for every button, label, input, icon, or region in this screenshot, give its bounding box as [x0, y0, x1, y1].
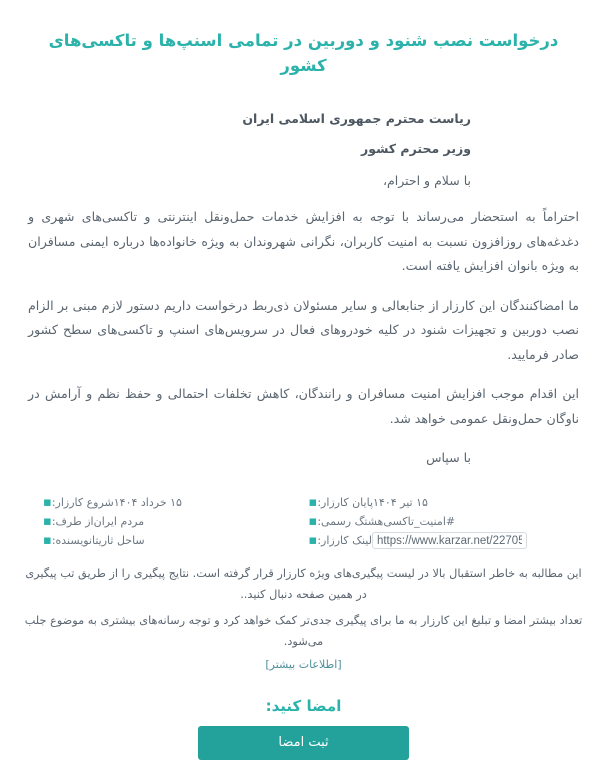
- meta-value-end-date: ۱۵ تیر ۱۴۰۴: [373, 496, 428, 510]
- bullet-icon: ▪: [308, 514, 318, 530]
- meta-row-from: [38, 512, 304, 531]
- salutation-line: با سلام و احترام،: [382, 172, 471, 188]
- note-followup: این مطالبه به خاطر استقبال بالا در لیست پیگیری‌های ویژه کارزار قرار گرفته است. نتایج پیگیری را از طریق تب پیگیری در همین صفحه دنبال کنید..: [25, 567, 582, 601]
- meta-row-end-date: [304, 493, 578, 512]
- meta-value-start-date: ۱۵ خرداد ۱۴۰۴: [113, 496, 182, 510]
- meta-value-hashtag: #امنیت_تاکسی: [383, 515, 456, 529]
- closing-line: با سپاس: [426, 450, 471, 466]
- addressee-interior-minister: وزیر محترم کشور: [361, 141, 471, 157]
- metadata-column-secondary: [304, 493, 584, 550]
- meta-row-hashtag: [304, 512, 578, 531]
- sign-section: [0, 675, 607, 760]
- meta-label-hashtag: هشتگ رسمی:: [317, 515, 384, 529]
- bullet-icon: ▪: [43, 514, 52, 530]
- addressee-president: ریاست محترم جمهوری اسلامی ایران: [242, 110, 471, 126]
- metadata-column-primary: [24, 493, 304, 550]
- petition-metadata: [0, 487, 607, 550]
- bullet-icon: ▪: [43, 533, 52, 549]
- bullet-icon: ▪: [308, 533, 318, 549]
- meta-row-author: [38, 531, 304, 550]
- bullet-icon: ▪: [43, 495, 52, 511]
- meta-value-from: مردم ایران: [93, 515, 145, 529]
- more-info-link[interactable]: [اطلاعات بیشتر]: [265, 657, 342, 671]
- meta-label-end-date: پایان کارزار:: [317, 496, 373, 510]
- meta-label-petition-link: لینک کارزار:: [317, 534, 372, 548]
- paragraph-background: احتراماً به استحضار می‌رساند با توجه به افزایش خدمات حمل‌ونقل اینترنتی و تاکسی‌های شهری و دغدغه‌های روزافزون نسبت به امنیت کاربران، نگرانی شهروندان به ویژه خانواده‌ها درباره ایمنی مسافران به ویژه بانوان افزایش یافته است.: [28, 209, 579, 274]
- paragraph-request: ما امضاکنندگان این کارزار از جنابعالی و سایر مسئولان ذی‌ربط درخواست داریم دستور لازم مبنی بر الزام نصب دوربین و تجهیزات شنود در کلیه خودروهای فعال در سرویس‌های اسنپ و تاکسی‌های سطح کشور صادر فرمایید.: [28, 297, 579, 362]
- meta-row-start-date: [38, 493, 304, 512]
- meta-label-from: از طرف:: [51, 515, 94, 529]
- meta-label-author: نویسنده:: [51, 534, 92, 548]
- meta-value-author: ساحل ثاریتا: [92, 534, 145, 548]
- petition-page: [0, 11, 607, 760]
- petition-link-input[interactable]: [372, 532, 527, 549]
- paragraph-benefit: این اقدام موجب افزایش امنیت مسافران و رانندگان، کاهش تخلفات احتمالی و حفظ نظم و آرامش در ناوگان حمل‌ونقل عمومی خواهد شد.: [28, 386, 579, 426]
- page-title: درخواست نصب شنود و دوربین در تمامی اسنپ‌ها و تاکسی‌های کشور: [48, 31, 559, 75]
- sign-heading: امضا کنید:: [265, 697, 342, 716]
- petition-letter-body: [0, 94, 607, 471]
- submit-signature-button[interactable]: ثبت امضا: [198, 726, 409, 760]
- petition-notes: [0, 550, 607, 675]
- note-promotion: تعداد بیشتر امضا و تبلیغ این کارزار به ما برای پیگیری جدی‌تر کمک خواهد کرد و توجه رسانه‌های بیشتری به موضوع جلب می‌شود.: [24, 613, 583, 648]
- meta-label-start-date: شروع کارزار:: [51, 496, 114, 510]
- bullet-icon: ▪: [308, 495, 318, 511]
- meta-row-petition-link: [304, 531, 578, 550]
